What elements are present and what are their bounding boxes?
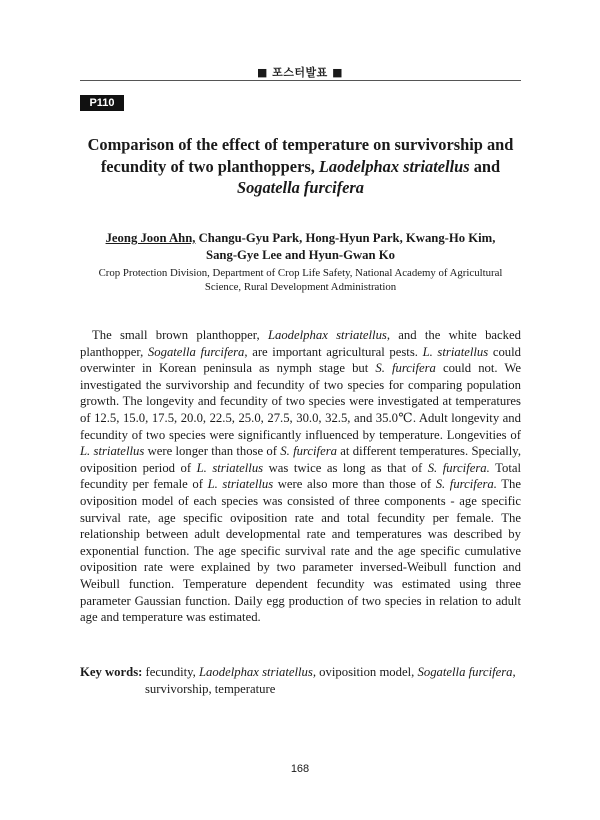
- abstract-text: could overwinter in Korean peninsula as nymph stage but: [80, 344, 522, 376]
- affiliation: [80, 266, 521, 294]
- co-authors-line-1: Changu-Gyu Park, Hong-Hyun Park, Kwang-Ho Kim,: [195, 231, 496, 245]
- keywords-label: Key words:: [80, 665, 143, 679]
- abstract-species: L. striatellus: [422, 344, 489, 359]
- abstract-species: L. striatellus: [80, 444, 145, 459]
- abstract-species: L. striatellus: [207, 477, 274, 492]
- abstract-text: at different temperatures. Specially, oviposition period of: [80, 444, 521, 475]
- abstract-species: S. furcifera.: [435, 477, 497, 492]
- paper-title: [80, 134, 521, 199]
- abstract-text: Total fecundity per female of: [80, 460, 521, 492]
- keyword-species: Sogatella furcifera,: [417, 665, 516, 679]
- title-line-1: Comparison of the effect of temperature on survivorship and: [87, 135, 514, 154]
- section-header-label: ■ 포스터발표 ■: [256, 66, 344, 79]
- keyword-text: oviposition model,: [316, 665, 418, 679]
- abstract-text: were also more than those of: [273, 477, 436, 492]
- abstract-text: , are important agricultural pests.: [244, 344, 423, 359]
- abstract-species: S. furcifera: [280, 444, 337, 459]
- abstract-body: [80, 327, 521, 626]
- abstract-text: could not. We investigated the survivorship and fecundity of two species for comparing population growth. The longevity and fecundity of two species were investigated at temperatures of 12.5, 15.0, 17.5, 20.0, 22.5, 25.0, 27.5, 30.0, 32.5, and 35.0℃. Adult longevity and fecundity of two species were significantly influenced by temperature. Longevities of: [80, 361, 522, 442]
- title-line-2-end: and: [469, 156, 501, 176]
- affiliation-line-1: Crop Protection Division, Department of Crop Life Safety, National Academy of Agricultural: [98, 267, 503, 279]
- abstract-species: Sogatella furcifera: [147, 344, 245, 359]
- keyword-text: fecundity,: [142, 665, 199, 679]
- abstract-text: were longer than those of: [144, 444, 281, 459]
- keywords-block: [80, 664, 521, 697]
- header-divider: [80, 80, 521, 81]
- abstract-species: L. striatellus: [196, 460, 264, 475]
- affiliation-line-2: Science, Rural Development Administration: [204, 281, 397, 293]
- co-authors-line-2: Sang-Gye Lee and Hyun-Gwan Ko: [206, 248, 395, 262]
- presenting-author: Jeong Joon Ahn,: [105, 231, 196, 245]
- abstract-text: was twice as long as that of: [263, 460, 428, 475]
- title-species-2: Sogatella furcifera: [236, 178, 365, 197]
- abstract-species: S. furcifera: [375, 361, 436, 376]
- abstract-species: Laodelphax striatellus: [267, 328, 387, 342]
- keyword-species: Laodelphax striatellus,: [198, 665, 316, 679]
- author-list: [80, 230, 521, 264]
- abstract-text: The small brown planthopper,: [92, 328, 268, 342]
- title-line-2-text: fecundity of two planthoppers,: [100, 156, 319, 176]
- abstract-text: , and the white backed planthopper,: [80, 328, 521, 359]
- abstract-species: S. furcifera.: [427, 460, 490, 475]
- page-number: 168: [290, 763, 310, 775]
- abstract-text: The oviposition model of each species was consisted of three components - age specific survival rate, age specific oviposition rate and total fecundity per female. The relationship between adult developmental rate and temperatures was described by exponential function. The age specific survival rate and the age specific cumulative oviposition rate were explained by two parameter inversed-Weibull function and Weibull function. Temperature dependent fecundity was estimated using three parameter Gaussian function. Daily egg production of two species in relation to adult age and temperature was estimated.: [80, 477, 521, 625]
- keyword-text-line-2: survivorship, temperature: [145, 681, 276, 696]
- title-species-1: Laodelphax striatellus: [318, 156, 470, 176]
- poster-id-badge: P110: [80, 95, 124, 111]
